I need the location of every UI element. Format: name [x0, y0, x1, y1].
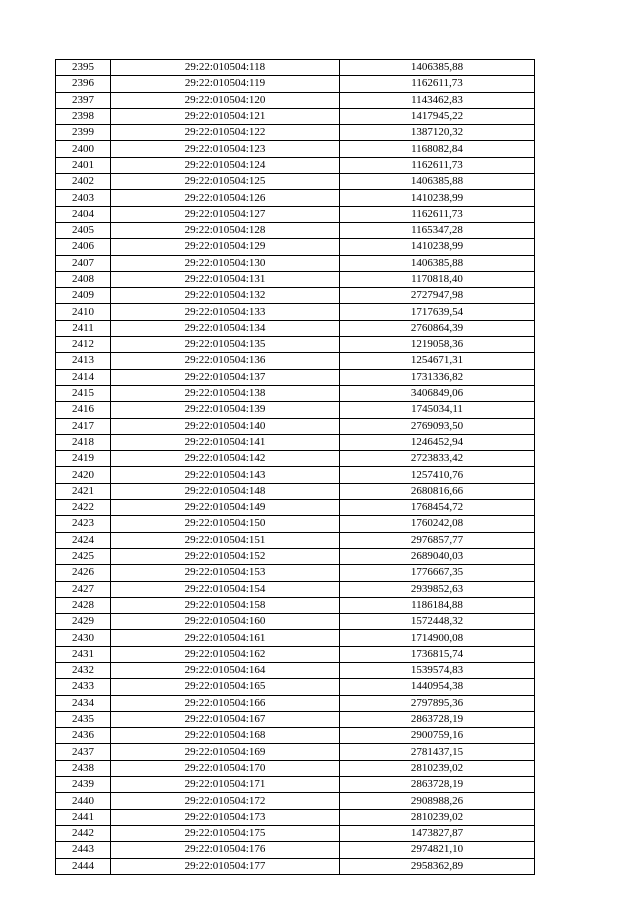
table-row — [56, 402, 535, 418]
cadastral-value-cell: 2797895,36 — [340, 695, 535, 711]
row-number-cell: 2434 — [56, 695, 111, 711]
cadastral-number-cell: 29:22:010504:176 — [111, 842, 340, 858]
row-number-cell: 2407 — [56, 255, 111, 271]
row-number-cell: 2425 — [56, 548, 111, 564]
table-row — [56, 777, 535, 793]
table-row — [56, 288, 535, 304]
cadastral-value-cell: 2689040,03 — [340, 548, 535, 564]
table-row — [56, 516, 535, 532]
cadastral-number-cell: 29:22:010504:132 — [111, 288, 340, 304]
table-row — [56, 418, 535, 434]
table-row — [56, 858, 535, 874]
cadastral-value-cell: 1539574,83 — [340, 662, 535, 678]
cadastral-value-cell: 2939852,63 — [340, 581, 535, 597]
cadastral-value-cell: 1572448,32 — [340, 614, 535, 630]
cadastral-value-cell: 3406849,06 — [340, 385, 535, 401]
row-number-cell: 2408 — [56, 271, 111, 287]
table-row — [56, 760, 535, 776]
cadastral-value-cell: 1162611,73 — [340, 76, 535, 92]
table-row — [56, 222, 535, 238]
table-row — [56, 451, 535, 467]
table-row — [56, 92, 535, 108]
cadastral-value-cell: 2863728,19 — [340, 777, 535, 793]
cadastral-value-cell: 1440954,38 — [340, 679, 535, 695]
row-number-cell: 2402 — [56, 174, 111, 190]
cadastral-value-cell: 1417945,22 — [340, 108, 535, 124]
row-number-cell: 2433 — [56, 679, 111, 695]
row-number-cell: 2401 — [56, 157, 111, 173]
cadastral-number-cell: 29:22:010504:149 — [111, 500, 340, 516]
cadastral-value-cell: 2900759,16 — [340, 728, 535, 744]
cadastral-number-cell: 29:22:010504:118 — [111, 60, 340, 76]
row-number-cell: 2412 — [56, 337, 111, 353]
cadastral-number-cell: 29:22:010504:160 — [111, 614, 340, 630]
table-row — [56, 125, 535, 141]
cadastral-value-cell: 1473827,87 — [340, 825, 535, 841]
table-row — [56, 646, 535, 662]
cadastral-number-cell: 29:22:010504:170 — [111, 760, 340, 776]
table-row — [56, 581, 535, 597]
table-body — [56, 60, 535, 875]
row-number-cell: 2424 — [56, 532, 111, 548]
row-number-cell: 2396 — [56, 76, 111, 92]
cadastral-number-cell: 29:22:010504:121 — [111, 108, 340, 124]
row-number-cell: 2429 — [56, 614, 111, 630]
cadastral-value-cell: 2781437,15 — [340, 744, 535, 760]
row-number-cell: 2397 — [56, 92, 111, 108]
table-row — [56, 483, 535, 499]
table-row — [56, 548, 535, 564]
cadastral-value-cell: 1165347,28 — [340, 222, 535, 238]
cadastral-value-cell: 2908988,26 — [340, 793, 535, 809]
cadastral-number-cell: 29:22:010504:142 — [111, 451, 340, 467]
table-row — [56, 141, 535, 157]
table-row — [56, 793, 535, 809]
cadastral-number-cell: 29:22:010504:165 — [111, 679, 340, 695]
cadastral-number-cell: 29:22:010504:162 — [111, 646, 340, 662]
cadastral-value-cell: 1246452,94 — [340, 434, 535, 450]
cadastral-number-cell: 29:22:010504:140 — [111, 418, 340, 434]
table-row — [56, 467, 535, 483]
cadastral-number-cell: 29:22:010504:150 — [111, 516, 340, 532]
row-number-cell: 2422 — [56, 500, 111, 516]
row-number-cell: 2428 — [56, 597, 111, 613]
cadastral-value-cell: 1186184,88 — [340, 597, 535, 613]
cadastral-value-cell: 1745034,11 — [340, 402, 535, 418]
cadastral-number-cell: 29:22:010504:131 — [111, 271, 340, 287]
cadastral-number-cell: 29:22:010504:129 — [111, 239, 340, 255]
row-number-cell: 2436 — [56, 728, 111, 744]
cadastral-number-cell: 29:22:010504:138 — [111, 385, 340, 401]
table-row — [56, 206, 535, 222]
cadastral-number-cell: 29:22:010504:177 — [111, 858, 340, 874]
table-row — [56, 532, 535, 548]
cadastral-number-cell: 29:22:010504:154 — [111, 581, 340, 597]
cadastral-value-cell: 2760864,39 — [340, 320, 535, 336]
row-number-cell: 2439 — [56, 777, 111, 793]
cadastral-number-cell: 29:22:010504:134 — [111, 320, 340, 336]
table-row — [56, 809, 535, 825]
cadastral-number-cell: 29:22:010504:148 — [111, 483, 340, 499]
cadastral-value-cell: 1410238,99 — [340, 190, 535, 206]
cadastral-number-cell: 29:22:010504:143 — [111, 467, 340, 483]
cadastral-number-cell: 29:22:010504:167 — [111, 711, 340, 727]
table-row — [56, 679, 535, 695]
cadastral-value-cell: 2810239,02 — [340, 809, 535, 825]
cadastral-value-cell: 1760242,08 — [340, 516, 535, 532]
row-number-cell: 2431 — [56, 646, 111, 662]
row-number-cell: 2405 — [56, 222, 111, 238]
row-number-cell: 2427 — [56, 581, 111, 597]
row-number-cell: 2403 — [56, 190, 111, 206]
table-row — [56, 190, 535, 206]
cadastral-value-cell: 2976857,77 — [340, 532, 535, 548]
table-row — [56, 728, 535, 744]
row-number-cell: 2406 — [56, 239, 111, 255]
row-number-cell: 2437 — [56, 744, 111, 760]
row-number-cell: 2419 — [56, 451, 111, 467]
cadastral-value-cell: 2810239,02 — [340, 760, 535, 776]
row-number-cell: 2441 — [56, 809, 111, 825]
table-row — [56, 320, 535, 336]
table-row — [56, 108, 535, 124]
table-row — [56, 239, 535, 255]
cadastral-number-cell: 29:22:010504:133 — [111, 304, 340, 320]
cadastral-value-cell: 2958362,89 — [340, 858, 535, 874]
table-row — [56, 744, 535, 760]
row-number-cell: 2410 — [56, 304, 111, 320]
table-row — [56, 385, 535, 401]
table-row — [56, 711, 535, 727]
cadastral-number-cell: 29:22:010504:172 — [111, 793, 340, 809]
row-number-cell: 2414 — [56, 369, 111, 385]
row-number-cell: 2430 — [56, 630, 111, 646]
cadastral-number-cell: 29:22:010504:136 — [111, 353, 340, 369]
row-number-cell: 2399 — [56, 125, 111, 141]
cadastral-number-cell: 29:22:010504:173 — [111, 809, 340, 825]
row-number-cell: 2443 — [56, 842, 111, 858]
row-number-cell: 2438 — [56, 760, 111, 776]
cadastral-value-cell: 2727947,98 — [340, 288, 535, 304]
cadastral-value-cell: 1776667,35 — [340, 565, 535, 581]
table-row — [56, 434, 535, 450]
cadastral-number-cell: 29:22:010504:175 — [111, 825, 340, 841]
cadastral-value-cell: 1254671,31 — [340, 353, 535, 369]
cadastral-value-cell: 2974821,10 — [340, 842, 535, 858]
cadastral-number-cell: 29:22:010504:135 — [111, 337, 340, 353]
table-row — [56, 614, 535, 630]
row-number-cell: 2426 — [56, 565, 111, 581]
cadastral-value-cell: 1143462,83 — [340, 92, 535, 108]
cadastral-number-cell: 29:22:010504:130 — [111, 255, 340, 271]
cadastral-number-cell: 29:22:010504:125 — [111, 174, 340, 190]
cadastral-value-cell: 1406385,88 — [340, 60, 535, 76]
cadastral-value-cell: 2723833,42 — [340, 451, 535, 467]
row-number-cell: 2398 — [56, 108, 111, 124]
row-number-cell: 2395 — [56, 60, 111, 76]
cadastral-number-cell: 29:22:010504:126 — [111, 190, 340, 206]
row-number-cell: 2432 — [56, 662, 111, 678]
cadastral-number-cell: 29:22:010504:152 — [111, 548, 340, 564]
row-number-cell: 2417 — [56, 418, 111, 434]
cadastral-value-cell: 1768454,72 — [340, 500, 535, 516]
cadastral-number-cell: 29:22:010504:139 — [111, 402, 340, 418]
table-row — [56, 337, 535, 353]
cadastral-value-cell: 1168082,84 — [340, 141, 535, 157]
cadastral-number-cell: 29:22:010504:122 — [111, 125, 340, 141]
cadastral-number-cell: 29:22:010504:158 — [111, 597, 340, 613]
table-row — [56, 500, 535, 516]
cadastral-number-cell: 29:22:010504:169 — [111, 744, 340, 760]
cadastral-number-cell: 29:22:010504:171 — [111, 777, 340, 793]
cadastral-number-cell: 29:22:010504:151 — [111, 532, 340, 548]
table-row — [56, 369, 535, 385]
table-row — [56, 565, 535, 581]
row-number-cell: 2415 — [56, 385, 111, 401]
cadastral-value-cell: 1257410,76 — [340, 467, 535, 483]
row-number-cell: 2411 — [56, 320, 111, 336]
row-number-cell: 2413 — [56, 353, 111, 369]
cadastral-number-cell: 29:22:010504:127 — [111, 206, 340, 222]
cadastral-value-cell: 1717639,54 — [340, 304, 535, 320]
cadastral-value-cell: 1162611,73 — [340, 206, 535, 222]
cadastral-value-cell: 1406385,88 — [340, 255, 535, 271]
cadastral-value-cell: 1406385,88 — [340, 174, 535, 190]
table-row — [56, 76, 535, 92]
cadastral-value-cell: 2769093,50 — [340, 418, 535, 434]
cadastral-value-cell: 1162611,73 — [340, 157, 535, 173]
cadastral-number-cell: 29:22:010504:119 — [111, 76, 340, 92]
table-row — [56, 842, 535, 858]
cadastral-number-cell: 29:22:010504:153 — [111, 565, 340, 581]
cadastral-value-table — [55, 59, 535, 875]
row-number-cell: 2420 — [56, 467, 111, 483]
table-row — [56, 255, 535, 271]
cadastral-number-cell: 29:22:010504:124 — [111, 157, 340, 173]
cadastral-number-cell: 29:22:010504:166 — [111, 695, 340, 711]
cadastral-value-cell: 2863728,19 — [340, 711, 535, 727]
row-number-cell: 2435 — [56, 711, 111, 727]
cadastral-number-cell: 29:22:010504:120 — [111, 92, 340, 108]
table-row — [56, 630, 535, 646]
table-row — [56, 695, 535, 711]
cadastral-number-cell: 29:22:010504:137 — [111, 369, 340, 385]
cadastral-number-cell: 29:22:010504:123 — [111, 141, 340, 157]
cadastral-value-cell: 1714900,08 — [340, 630, 535, 646]
row-number-cell: 2404 — [56, 206, 111, 222]
cadastral-value-cell: 2680816,66 — [340, 483, 535, 499]
table-row — [56, 60, 535, 76]
row-number-cell: 2423 — [56, 516, 111, 532]
table-row — [56, 304, 535, 320]
cadastral-number-cell: 29:22:010504:164 — [111, 662, 340, 678]
row-number-cell: 2442 — [56, 825, 111, 841]
row-number-cell: 2418 — [56, 434, 111, 450]
cadastral-number-cell: 29:22:010504:128 — [111, 222, 340, 238]
cadastral-number-cell: 29:22:010504:168 — [111, 728, 340, 744]
row-number-cell: 2400 — [56, 141, 111, 157]
cadastral-value-cell: 1410238,99 — [340, 239, 535, 255]
cadastral-value-cell: 1387120,32 — [340, 125, 535, 141]
row-number-cell: 2416 — [56, 402, 111, 418]
cadastral-value-cell: 1170818,40 — [340, 271, 535, 287]
table-row — [56, 825, 535, 841]
table-row — [56, 271, 535, 287]
row-number-cell: 2444 — [56, 858, 111, 874]
row-number-cell: 2421 — [56, 483, 111, 499]
row-number-cell: 2440 — [56, 793, 111, 809]
cadastral-value-cell: 1731336,82 — [340, 369, 535, 385]
cadastral-value-cell: 1736815,74 — [340, 646, 535, 662]
cadastral-number-cell: 29:22:010504:161 — [111, 630, 340, 646]
cadastral-value-cell: 1219058,36 — [340, 337, 535, 353]
table-row — [56, 157, 535, 173]
row-number-cell: 2409 — [56, 288, 111, 304]
table-row — [56, 174, 535, 190]
table-row — [56, 353, 535, 369]
table-row — [56, 597, 535, 613]
cadastral-number-cell: 29:22:010504:141 — [111, 434, 340, 450]
table-row — [56, 662, 535, 678]
